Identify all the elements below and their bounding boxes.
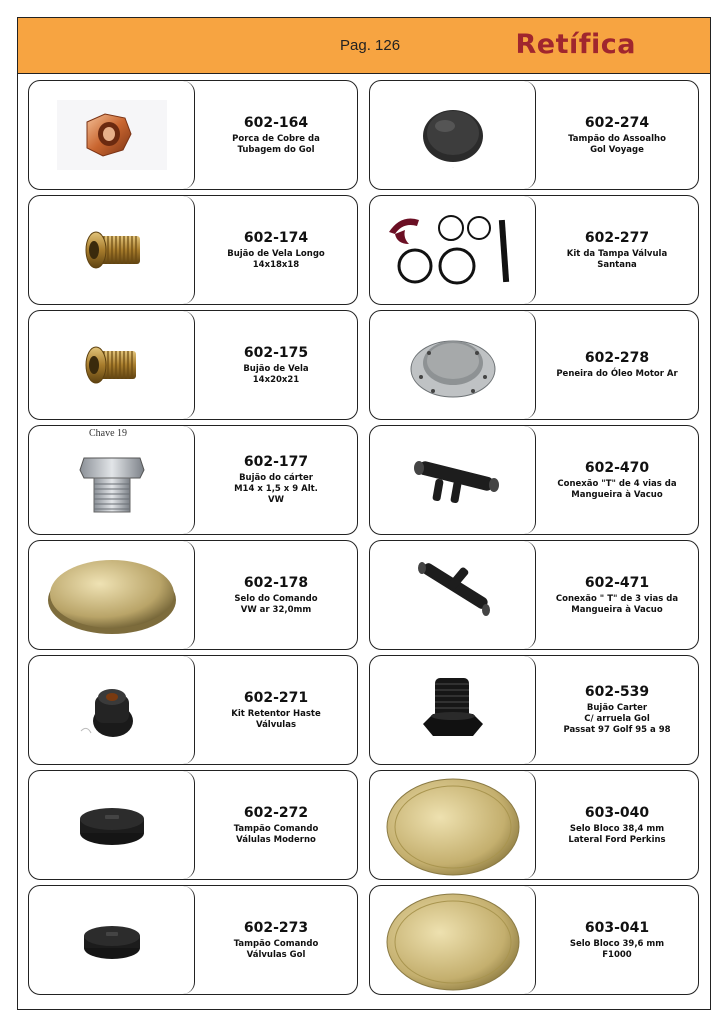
product-description: Peneira do Óleo Motor Ar <box>556 369 678 379</box>
product-description: Selo Bloco 38,4 mm Lateral Ford Perkins <box>568 823 666 845</box>
plastic-drain-plug-icon <box>413 670 493 750</box>
product-info <box>195 81 357 189</box>
product-card[interactable] <box>28 80 358 190</box>
product-image <box>29 886 195 994</box>
product-code: 602-178 <box>243 574 309 591</box>
product-image <box>29 771 195 879</box>
product-code: 603-041 <box>584 919 650 936</box>
product-card[interactable] <box>369 770 699 880</box>
spark-plug-bushing-icon <box>72 335 152 395</box>
product-info <box>536 656 698 764</box>
gasket-kit-icon <box>383 210 523 290</box>
product-info <box>536 311 698 419</box>
rubber-cap-small-icon <box>72 910 152 970</box>
product-code: 603-040 <box>584 804 650 821</box>
product-description: Bujão de Vela 14x20x21 <box>243 363 309 385</box>
product-info <box>195 426 357 534</box>
product-image <box>29 656 195 764</box>
product-description: Tampão Comando Válvulas Gol <box>233 938 319 960</box>
product-image <box>370 426 536 534</box>
product-description: Selo do Comando VW ar 32,0mm <box>234 593 318 615</box>
product-image <box>370 81 536 189</box>
page-header <box>18 18 710 74</box>
product-image <box>29 426 195 534</box>
product-info <box>195 771 357 879</box>
product-card[interactable] <box>369 540 699 650</box>
hex-drain-plug-icon <box>72 448 152 518</box>
product-description: Conexão "T" de 4 vias da Mangueira à Vacuo <box>557 478 677 500</box>
product-description: Kit Retentor Haste Válvulas <box>231 708 321 730</box>
product-image <box>370 311 536 419</box>
four-way-connector-icon <box>398 445 508 515</box>
product-code: 602-177 <box>243 454 309 470</box>
product-info <box>536 541 698 649</box>
product-card[interactable] <box>28 310 358 420</box>
product-card[interactable] <box>369 80 699 190</box>
product-card[interactable] <box>28 770 358 880</box>
product-code: 602-278 <box>584 350 650 366</box>
product-info <box>536 771 698 879</box>
product-description: Bujão do cárter M14 x 1,5 x 9 Alt. VW <box>234 473 318 505</box>
product-description: Conexão " T" de 3 vias da Mangueira à Vacuo <box>555 593 679 615</box>
rubber-cap-icon <box>67 795 157 855</box>
product-grid <box>28 80 700 995</box>
product-code: 602-164 <box>243 114 309 131</box>
product-code: 602-273 <box>243 919 309 936</box>
product-info <box>195 656 357 764</box>
product-card[interactable] <box>28 540 358 650</box>
product-info <box>195 541 357 649</box>
product-code: 602-539 <box>584 684 650 700</box>
product-code: 602-175 <box>243 344 309 361</box>
product-description: Tampão Comando Válulas Moderno <box>233 823 319 845</box>
product-image <box>370 541 536 649</box>
product-info <box>536 886 698 994</box>
block-seal-disc-icon <box>383 773 523 877</box>
product-description: Selo Bloco 39,6 mm F1000 <box>569 938 665 960</box>
product-card[interactable] <box>369 425 699 535</box>
product-card[interactable] <box>28 655 358 765</box>
section-title: Retífica <box>515 29 636 60</box>
wrench-size-note: Chave 19 <box>89 428 128 439</box>
spark-plug-bushing-long-icon <box>72 220 152 280</box>
product-info <box>195 886 357 994</box>
valve-stem-seal-icon <box>77 675 147 745</box>
product-code: 602-277 <box>584 229 650 246</box>
cam-seal-cap-icon <box>42 550 182 640</box>
product-card[interactable] <box>28 425 358 535</box>
product-image <box>370 656 536 764</box>
product-description: Porca de Cobre da Tubagem do Gol <box>232 133 320 155</box>
catalog-page <box>17 17 711 1010</box>
product-image <box>370 196 536 304</box>
block-seal-disc-large-icon <box>383 888 523 992</box>
product-card[interactable] <box>369 310 699 420</box>
product-info <box>536 426 698 534</box>
product-card[interactable] <box>28 195 358 305</box>
product-image <box>29 81 195 189</box>
product-info <box>195 196 357 304</box>
oil-strainer-icon <box>403 325 503 405</box>
product-card[interactable] <box>28 885 358 995</box>
product-image <box>370 886 536 994</box>
product-image <box>29 541 195 649</box>
product-image <box>29 311 195 419</box>
product-card[interactable] <box>369 885 699 995</box>
product-code: 602-174 <box>243 229 309 246</box>
product-info <box>536 196 698 304</box>
product-code: 602-471 <box>584 574 650 591</box>
product-code: 602-272 <box>243 804 309 821</box>
copper-nut-icon <box>57 100 167 170</box>
product-image <box>370 771 536 879</box>
product-card[interactable] <box>369 655 699 765</box>
product-info <box>195 311 357 419</box>
product-description: Bujão Carter C/ arruela Gol Passat 97 Golf 95 a 98 <box>563 703 671 735</box>
product-description: Kit da Tampa Válvula Santana <box>566 248 668 270</box>
tee-connector-icon <box>408 560 498 630</box>
floor-plug-icon <box>413 100 493 170</box>
page-number: Pag. 126 <box>340 37 401 54</box>
product-info <box>536 81 698 189</box>
product-code: 602-274 <box>584 114 650 131</box>
product-description: Bujão de Vela Longo 14x18x18 <box>227 248 325 270</box>
product-code: 602-271 <box>243 689 309 706</box>
product-code: 602-470 <box>584 459 650 476</box>
product-image <box>29 196 195 304</box>
product-description: Tampão do Assoalho Gol Voyage <box>568 133 666 155</box>
product-card[interactable] <box>369 195 699 305</box>
svg-text:.: . <box>451 164 454 169</box>
